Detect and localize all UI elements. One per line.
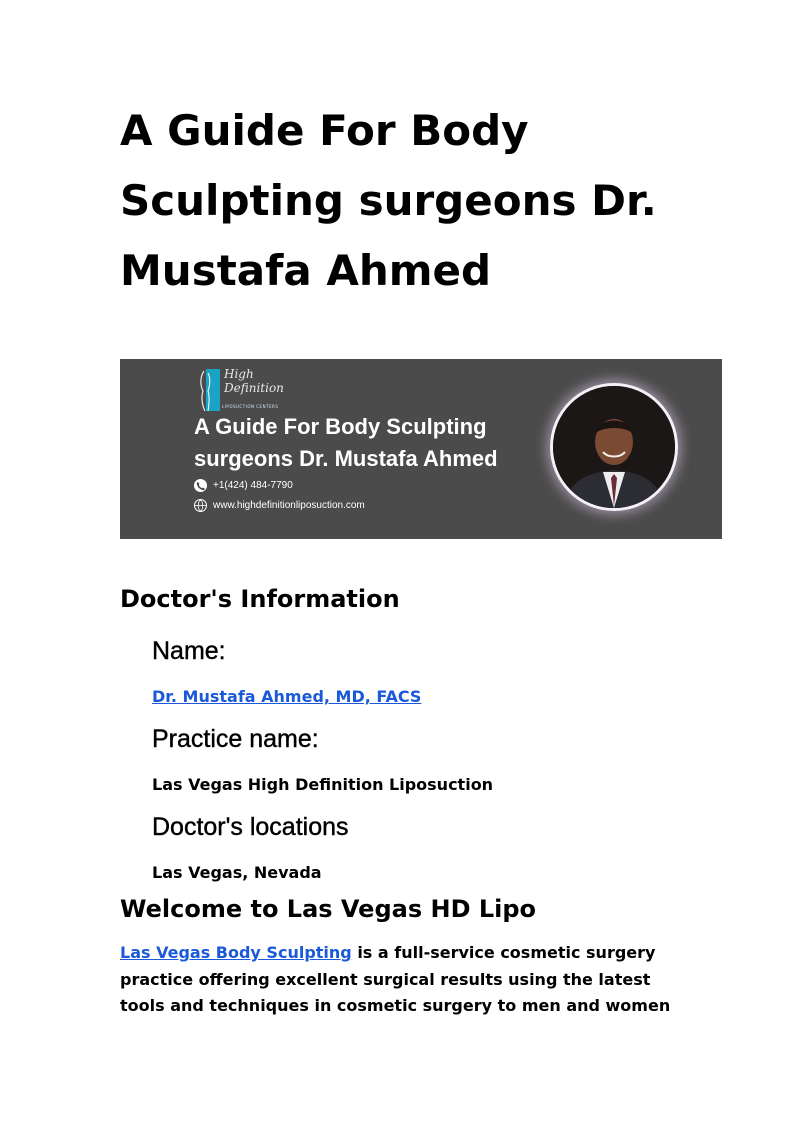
- banner-heading: A Guide For Body Sculpting surgeons Dr. Mustafa Ahmed: [194, 414, 498, 471]
- hero-banner-image: [120, 359, 722, 539]
- clinic-logo: [196, 367, 296, 411]
- doctor-name-link[interactable]: Dr. Mustafa Ahmed, MD, FACS: [152, 687, 422, 706]
- banner-phone-text: +1(424) 484-7790: [213, 479, 293, 491]
- banner-phone: [194, 478, 494, 492]
- locations-value: Las Vegas, Nevada: [152, 863, 322, 882]
- globe-icon: [194, 499, 207, 512]
- banner-website: [194, 498, 494, 512]
- logo-script-text: High Definition: [224, 367, 284, 395]
- body-silhouette-icon: [196, 367, 222, 413]
- practice-name-value: Las Vegas High Definition Liposuction: [152, 775, 494, 794]
- page-title: A Guide For Body Sculpting surgeons Dr. Mustafa Ahmed: [120, 106, 657, 295]
- practice-name-label: Practice name:: [152, 725, 319, 753]
- doctor-portrait: [553, 386, 675, 508]
- welcome-body-text: is a full-service cosmetic surgery practice offering excellent surgical results using the latest tools and techniques in cosmetic surgery to men and women: [120, 943, 671, 1015]
- logo-subtitle: LIPOSUCTION CENTERS: [222, 404, 279, 409]
- welcome-paragraph: [120, 940, 690, 1020]
- body-sculpting-link[interactable]: Las Vegas Body Sculpting: [120, 943, 352, 962]
- banner-website-text: www.highdefinitionliposuction.com: [213, 499, 365, 511]
- name-label: Name:: [152, 637, 226, 665]
- doctor-info-heading: Doctor's Information: [120, 585, 400, 613]
- phone-icon: [194, 479, 207, 492]
- welcome-heading: Welcome to Las Vegas HD Lipo: [120, 895, 537, 923]
- locations-label: Doctor's locations: [152, 813, 349, 841]
